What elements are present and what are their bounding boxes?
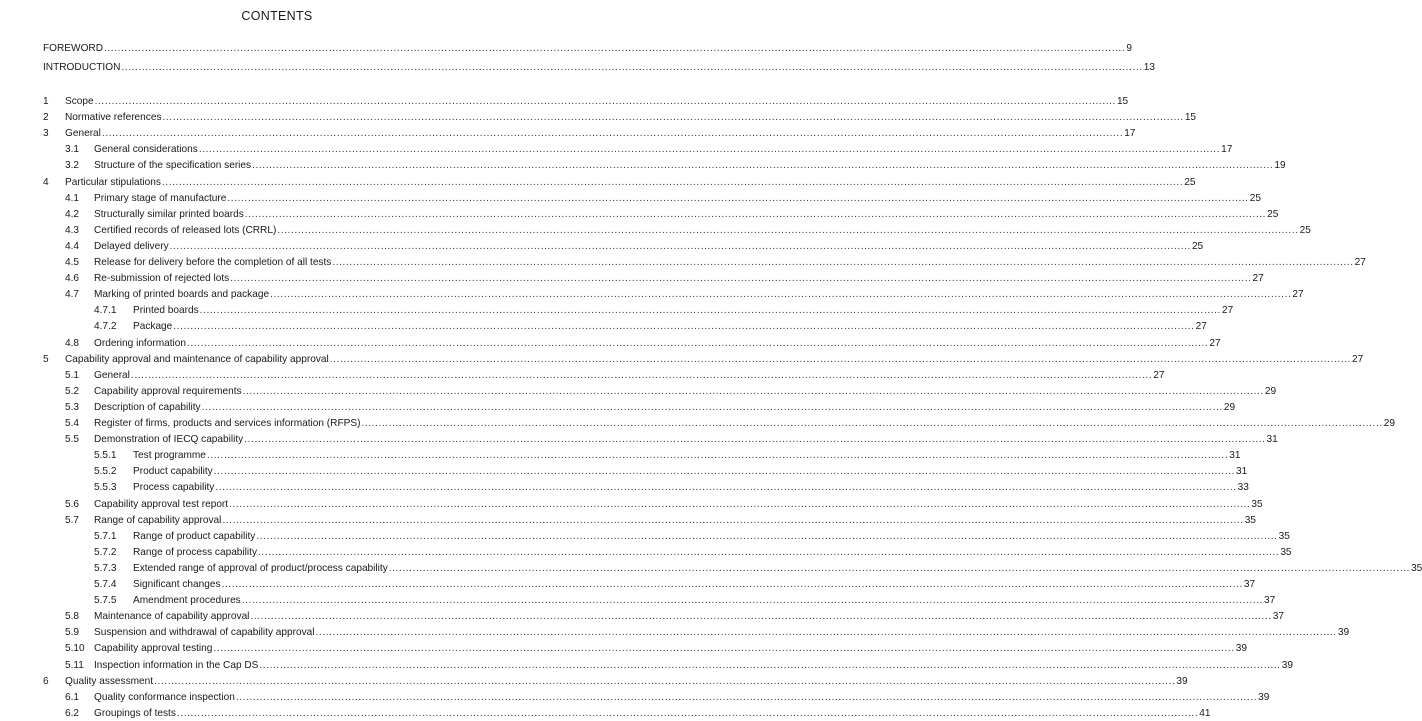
toc-entry-page-number: 27 bbox=[1292, 289, 1304, 301]
toc-entry[interactable] bbox=[0, 417, 1395, 431]
toc-entry-title: Capability approval test report bbox=[94, 498, 229, 510]
dot-leader: ............................................................................................................................................................................................................................................................................................................ bbox=[270, 289, 1292, 301]
toc-entry-number: 5.11 bbox=[65, 659, 84, 671]
toc-entry-title: Significant changes bbox=[133, 579, 221, 590]
toc-entry-title: Ordering information bbox=[94, 337, 187, 349]
toc-entry-page-number: 27 bbox=[1221, 305, 1234, 317]
toc-entry[interactable] bbox=[0, 304, 1234, 318]
toc-entry-number: 5.10 bbox=[65, 643, 85, 655]
toc-entry-title: Demonstration of IECQ capability bbox=[94, 434, 244, 446]
toc-entry-number: 5.5 bbox=[65, 434, 80, 446]
toc-entry-title: General bbox=[65, 128, 101, 140]
toc-entry-title: INTRODUCTION bbox=[43, 62, 121, 73]
dot-leader: ............................................................................................................................................................................................................................................................................................................ bbox=[242, 385, 1264, 397]
dot-leader: ............................................................................................................................................................................................................................................................................................................ bbox=[244, 434, 1266, 446]
toc-entry-page-number: 15 bbox=[1116, 96, 1129, 107]
dot-leader: ............................................................................................................................................................................................................................................................................................................ bbox=[361, 418, 1383, 429]
dot-leader: ............................................................................................................................................................................................................................................................................................................ bbox=[244, 208, 1267, 220]
toc-entry-number: 5.5.1 bbox=[94, 450, 117, 462]
toc-entry-number: 4.3 bbox=[65, 224, 80, 236]
toc-entry-page-number: 31 bbox=[1235, 466, 1248, 478]
toc-entry-page-number: 39 bbox=[1235, 643, 1247, 655]
dot-leader: ............................................................................................................................................................................................................................................................................................................ bbox=[94, 96, 1116, 107]
toc-entry-page-number: 39 bbox=[1258, 691, 1270, 703]
toc-entry[interactable] bbox=[0, 224, 1311, 238]
toc-entry-number: 5.9 bbox=[65, 627, 80, 639]
toc-entry-page-number: 25 bbox=[1267, 208, 1279, 220]
toc-entry-number: 5.3 bbox=[65, 401, 80, 413]
toc-entry-number: 4.4 bbox=[65, 240, 80, 252]
dot-leader: ............................................................................................................................................................................................................................................................................................................ bbox=[230, 273, 1252, 285]
toc-entry[interactable] bbox=[0, 111, 1197, 125]
toc-entry-title: Structurally similar printed boards bbox=[94, 208, 244, 220]
toc-entry-number: 6 bbox=[43, 675, 49, 687]
dot-leader: ............................................................................................................................................................................................................................................................................................................ bbox=[221, 579, 1243, 590]
dot-leader: ............................................................................................................................................................................................................................................................................................................ bbox=[213, 643, 1235, 655]
dot-leader: ............................................................................................................................................................................................................................................................................................................ bbox=[199, 305, 1221, 317]
toc-entry-title: Printed boards bbox=[133, 305, 199, 317]
toc-entry[interactable] bbox=[0, 95, 1129, 109]
toc-entry-title: Re-submission of rejected lots bbox=[94, 273, 230, 285]
dot-leader: ............................................................................................................................................................................................................................................................................................................ bbox=[161, 176, 1184, 188]
toc-entry-number: 4.1 bbox=[65, 192, 80, 204]
toc-entry-number: 5.7 bbox=[65, 514, 80, 526]
toc-entry-page-number: 19 bbox=[1274, 160, 1286, 172]
toc-entry-page-number: 39 bbox=[1176, 675, 1188, 687]
toc-entry-page-number: 35 bbox=[1278, 530, 1290, 542]
toc-entry-page-number: 35 bbox=[1411, 562, 1422, 574]
toc-entry-page-number: 41 bbox=[1199, 707, 1211, 719]
toc-entry-number: 5.4 bbox=[65, 418, 80, 429]
toc-entry-title: Description of capability bbox=[94, 401, 201, 413]
toc-entry[interactable] bbox=[0, 143, 1233, 157]
dot-leader: ............................................................................................................................................................................................................................................................................................................ bbox=[198, 144, 1221, 156]
toc-entry-number: 4.7 bbox=[65, 289, 80, 301]
dot-leader: ............................................................................................................................................................................................................................................................................................................ bbox=[227, 192, 1249, 204]
toc-entry[interactable] bbox=[0, 208, 1279, 222]
toc-entry-number: 6.1 bbox=[65, 691, 80, 703]
toc-entry-title: Capability approval requirements bbox=[94, 385, 242, 397]
toc-entry-page-number: 35 bbox=[1244, 514, 1256, 526]
toc-entry-page-number: 37 bbox=[1264, 595, 1276, 607]
toc-entry-title: Capability approval and maintenance of capability approval bbox=[65, 353, 329, 365]
toc-entry-page-number: 35 bbox=[1251, 498, 1263, 510]
toc-entry-page-number: 27 bbox=[1354, 257, 1366, 268]
toc-entry-number: 5.7.2 bbox=[94, 546, 117, 558]
toc-entry-number: 5.8 bbox=[65, 611, 80, 623]
toc-entry[interactable] bbox=[0, 642, 1247, 656]
dot-leader: ............................................................................................................................................................................................................................................................................................................ bbox=[241, 595, 1264, 607]
toc-entry[interactable] bbox=[0, 594, 1276, 608]
toc-entry-number: 5.7.4 bbox=[94, 579, 117, 590]
toc-entry[interactable] bbox=[0, 127, 1136, 141]
toc-entry-title: Delayed delivery bbox=[94, 240, 169, 252]
toc-entry-title: General bbox=[94, 369, 130, 381]
toc-entry-page-number: 17 bbox=[1221, 144, 1233, 156]
toc-entry-title: Process capability bbox=[133, 482, 215, 494]
toc-entry-number: 1 bbox=[43, 96, 49, 107]
toc-entry[interactable] bbox=[0, 320, 1207, 334]
toc-entry-page-number: 29 bbox=[1223, 401, 1236, 413]
toc-entry-number: 3.2 bbox=[65, 160, 80, 172]
toc-entry[interactable] bbox=[0, 401, 1236, 415]
toc-entry-number: 5.7.5 bbox=[94, 595, 117, 607]
toc-entry-page-number: 25 bbox=[1249, 192, 1261, 204]
toc-entry-title: Range of product capability bbox=[133, 530, 256, 542]
toc-entry-page-number: 15 bbox=[1184, 112, 1197, 124]
toc-entry-number: 4 bbox=[43, 176, 49, 188]
toc-entry-title: Quality assessment bbox=[65, 675, 154, 687]
toc-entry[interactable] bbox=[0, 353, 1364, 367]
toc-entry-title: General considerations bbox=[94, 144, 198, 156]
toc-entry-page-number: 27 bbox=[1352, 353, 1364, 365]
dot-leader: ............................................................................................................................................................................................................................................................................................................ bbox=[154, 675, 1176, 687]
toc-entry-page-number: 31 bbox=[1266, 434, 1278, 446]
toc-entry-page-number: 13 bbox=[1143, 62, 1155, 73]
toc-entry-title: Amendment procedures bbox=[133, 595, 241, 607]
toc-entry-page-number: 37 bbox=[1272, 611, 1284, 623]
toc-entry-page-number: 39 bbox=[1281, 659, 1293, 671]
dot-leader: ............................................................................................................................................................................................................................................................................................................ bbox=[315, 627, 1337, 639]
toc-entry[interactable] bbox=[0, 433, 1278, 447]
toc-entry[interactable] bbox=[0, 610, 1284, 624]
toc-entry-title: Particular stipulations bbox=[65, 176, 161, 188]
toc-entry-title: FOREWORD bbox=[43, 43, 103, 54]
toc-entry-page-number: 27 bbox=[1153, 369, 1165, 381]
toc-entry[interactable] bbox=[0, 562, 1422, 576]
dot-leader: ............................................................................................................................................................................................................................................................................................................ bbox=[252, 160, 1274, 172]
toc-entry-number: 4.7.2 bbox=[94, 321, 117, 333]
toc-entry-page-number: 27 bbox=[1195, 321, 1207, 333]
dot-leader: ............................................................................................................................................................................................................................................................................................................ bbox=[173, 321, 1195, 333]
toc-entry[interactable] bbox=[0, 626, 1350, 640]
toc-entry-number: 2 bbox=[43, 112, 49, 124]
dot-leader: ............................................................................................................................................................................................................................................................................................................ bbox=[229, 498, 1251, 510]
toc-entry-title: Register of firms, products and services information (RFPS) bbox=[94, 418, 361, 429]
toc-entry-title: Primary stage of manufacture bbox=[94, 192, 227, 204]
toc-entry-title: Quality conformance inspection bbox=[94, 691, 235, 703]
dot-leader: ............................................................................................................................................................................................................................................................................................................ bbox=[222, 514, 1244, 526]
toc-entry[interactable] bbox=[0, 256, 1366, 270]
dot-leader: ............................................................................................................................................................................................................................................................................................................ bbox=[258, 546, 1280, 558]
dot-leader: ............................................................................................................................................................................................................................................................................................................ bbox=[235, 691, 1258, 703]
toc-entry-page-number: 25 bbox=[1184, 176, 1196, 188]
toc-entry-number: 3 bbox=[43, 128, 49, 140]
toc-entry-page-number: 35 bbox=[1280, 546, 1292, 558]
toc-entry[interactable] bbox=[0, 465, 1248, 479]
toc-entry[interactable] bbox=[0, 546, 1292, 560]
toc-entry-page-number: 17 bbox=[1124, 128, 1136, 140]
toc-entry[interactable] bbox=[0, 240, 1204, 254]
toc-entry-title: Suspension and withdrawal of capability approval bbox=[94, 627, 315, 639]
toc-entry-number: 4.7.1 bbox=[94, 305, 117, 317]
toc-entry-page-number: 27 bbox=[1252, 273, 1264, 285]
toc-entry[interactable] bbox=[0, 288, 1304, 302]
toc-entry[interactable] bbox=[0, 514, 1256, 528]
toc-entry-page-number: 29 bbox=[1383, 418, 1395, 429]
dot-leader: ............................................................................................................................................................................................................................................................................................................ bbox=[201, 401, 1223, 413]
page-title: CONTENTS bbox=[241, 9, 313, 23]
toc-entry-number: 5.1 bbox=[65, 369, 80, 381]
dot-leader: ............................................................................................................................................................................................................................................................................................................ bbox=[332, 257, 1354, 268]
dot-leader: ............................................................................................................................................................................................................................................................................................................ bbox=[256, 530, 1278, 542]
toc-entry[interactable] bbox=[0, 707, 1211, 721]
toc-entry[interactable] bbox=[0, 192, 1261, 206]
toc-entry-number: 5 bbox=[43, 353, 49, 365]
toc-entry[interactable] bbox=[0, 498, 1263, 512]
toc-entry-title: Groupings of tests bbox=[94, 707, 176, 719]
toc-entry-title: Maintenance of capability approval bbox=[94, 611, 250, 623]
dot-leader: ............................................................................................................................................................................................................................................................................................................ bbox=[101, 128, 1124, 140]
dot-leader: ............................................................................................................................................................................................................................................................................................................ bbox=[277, 224, 1299, 236]
dot-leader: ............................................................................................................................................................................................................................................................................................................ bbox=[187, 337, 1209, 349]
toc-entry-page-number: 29 bbox=[1264, 385, 1277, 397]
toc-entry-title: Marking of printed boards and package bbox=[94, 289, 270, 301]
dot-leader: ............................................................................................................................................................................................................................................................................................................ bbox=[169, 240, 1191, 252]
toc-entry-number: 5.5.2 bbox=[94, 466, 117, 478]
dot-leader: ............................................................................................................................................................................................................................................................................................................ bbox=[162, 112, 1184, 124]
toc-entry-page-number: 31 bbox=[1229, 450, 1241, 462]
toc-entry-page-number: 25 bbox=[1299, 224, 1311, 236]
toc-entry[interactable] bbox=[0, 385, 1277, 399]
toc-entry-title: Structure of the specification series bbox=[94, 160, 252, 172]
toc-entry-number: 5.7.1 bbox=[94, 530, 117, 542]
toc-entry-number: 4.6 bbox=[65, 273, 80, 285]
dot-leader: ............................................................................................................................................................................................................................................................................................................ bbox=[213, 466, 1235, 478]
toc-entry-title: Capability approval testing bbox=[94, 643, 213, 655]
toc-entry[interactable] bbox=[0, 369, 1165, 383]
toc-entry-title: Extended range of approval of product/process capability bbox=[133, 562, 388, 574]
toc-entry-number: 4.8 bbox=[65, 337, 80, 349]
toc-entry[interactable] bbox=[0, 530, 1290, 544]
dot-leader: ............................................................................................................................................................................................................................................................................................................ bbox=[250, 611, 1272, 623]
toc-entry-number: 5.7.3 bbox=[94, 562, 117, 574]
toc-entry-title: Product capability bbox=[133, 466, 213, 478]
dot-leader: ............................................................................................................................................................................................................................................................................................................ bbox=[329, 353, 1352, 365]
toc-entry[interactable] bbox=[0, 272, 1264, 286]
toc-entry[interactable] bbox=[0, 61, 1155, 75]
toc-entry-title: Package bbox=[133, 321, 173, 333]
toc-entry-title: Certified records of released lots (CRRL) bbox=[94, 224, 277, 236]
toc-entry[interactable] bbox=[0, 675, 1188, 689]
toc-entry-page-number: 9 bbox=[1126, 43, 1132, 54]
toc-entry-number: 5.2 bbox=[65, 385, 80, 397]
toc-entry[interactable] bbox=[0, 449, 1241, 463]
dot-leader: ............................................................................................................................................................................................................................................................................................................ bbox=[215, 482, 1237, 494]
toc-entry-number: 3.1 bbox=[65, 144, 80, 156]
toc-entry[interactable] bbox=[0, 159, 1286, 173]
toc-entry-title: Scope bbox=[65, 96, 94, 107]
toc-entry-title: Normative references bbox=[65, 112, 162, 124]
toc-entry-title: Release for delivery before the completion of all tests bbox=[94, 257, 332, 268]
dot-leader: ............................................................................................................................................................................................................................................................................................................ bbox=[176, 707, 1199, 719]
dot-leader: ............................................................................................................................................................................................................................................................................................................ bbox=[388, 562, 1411, 574]
toc-entry[interactable] bbox=[0, 337, 1221, 351]
toc-entry-title: Inspection information in the Cap DS bbox=[94, 659, 259, 671]
toc-entry[interactable] bbox=[0, 42, 1132, 56]
toc-entry[interactable] bbox=[0, 481, 1249, 495]
toc-entry[interactable] bbox=[0, 578, 1256, 592]
toc-entry-page-number: 37 bbox=[1243, 579, 1256, 590]
toc-entry[interactable] bbox=[0, 691, 1270, 705]
toc-entry-page-number: 39 bbox=[1337, 627, 1350, 639]
toc-entry-page-number: 25 bbox=[1191, 240, 1204, 252]
toc-entry-number: 5.5.3 bbox=[94, 482, 117, 494]
toc-entry-title: Test programme bbox=[133, 450, 206, 462]
dot-leader: ............................................................................................................................................................................................................................................................................................................ bbox=[130, 369, 1153, 381]
toc-entry-page-number: 27 bbox=[1209, 337, 1221, 349]
toc-entry-number: 5.6 bbox=[65, 498, 80, 510]
toc-entry-number: 6.2 bbox=[65, 707, 80, 719]
dot-leader: ............................................................................................................................................................................................................................................................................................................ bbox=[104, 43, 1126, 54]
toc-entry-title: Range of capability approval bbox=[94, 514, 222, 526]
toc-entry-page-number: 33 bbox=[1237, 482, 1249, 494]
toc-entry-number: 4.2 bbox=[65, 208, 80, 220]
toc-entry-number: 4.5 bbox=[65, 257, 80, 268]
toc-entry[interactable] bbox=[0, 176, 1196, 190]
toc-entry[interactable] bbox=[0, 659, 1293, 673]
dot-leader: ............................................................................................................................................................................................................................................................................................................ bbox=[206, 450, 1229, 462]
dot-leader: ............................................................................................................................................................................................................................................................................................................ bbox=[121, 62, 1143, 73]
toc-entry-title: Range of process capability bbox=[133, 546, 257, 558]
dot-leader: ............................................................................................................................................................................................................................................................................................................ bbox=[259, 659, 1281, 671]
